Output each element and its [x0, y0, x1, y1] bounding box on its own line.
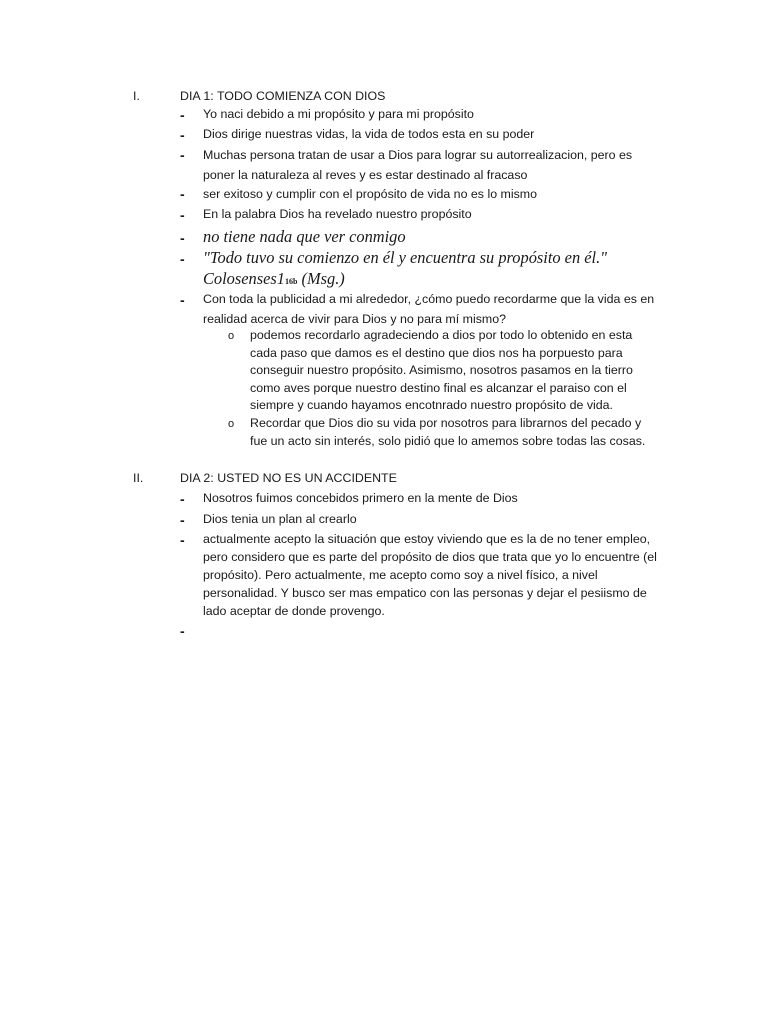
- quote-ref-small: 16b: [284, 277, 298, 286]
- bullet-dash: -: [180, 532, 185, 548]
- bullet-dash: -: [180, 491, 185, 507]
- list-item-italic: no tiene nada que ver conmigo: [203, 227, 406, 246]
- section-1-title: DIA 1: TODO COMIENZA CON DIOS: [180, 89, 386, 103]
- list-item: Dios tenia un plan al crearlo: [203, 512, 357, 526]
- quote-suffix: (Msg.): [297, 269, 345, 288]
- bullet-dash: -: [180, 512, 185, 528]
- section-1-numeral: I.: [133, 89, 140, 103]
- bullet-dash: -: [180, 186, 185, 202]
- list-item: Yo naci debido a mi propósito y para mi propósito: [203, 107, 474, 121]
- bullet-dash: -: [180, 292, 185, 308]
- list-item: actualmente acepto la situación que estoy viviendo que es la de no tener empleo, pero considero que es parte del propósito de dios que trata que yo lo encuentre (el propósito). Pero actualmente, me acepto como soy a nivel físico, a nivel personalidad. Y busco ser mas empatico con las personas y dejar el pesiismo de lado aceptar de donde provengo.: [203, 532, 657, 618]
- bullet-dash: -: [180, 107, 185, 123]
- list-item: Con toda la publicidad a mi alrededor, ¿cómo puedo recordarme que la vida es en realidad acerca de vivir para Dios y no para mí mismo?: [203, 292, 655, 326]
- bullet-dash: -: [180, 251, 185, 267]
- list-item: Muchas persona tratan de usar a Dios para lograr su autorrealizacion, pero es poner la naturaleza al reves y es estar destinado al fracaso: [203, 148, 633, 182]
- sub-list-item: Recordar que Dios dio su vida por nosotros para librarnos del pecado y fue un acto sin interés, solo pidió que lo amemos sobre todas las cosas.: [250, 416, 646, 448]
- bullet-dash: -: [180, 127, 185, 143]
- sub-bullet-marker: o: [228, 418, 235, 430]
- quote-item: [203, 247, 643, 292]
- quote-text: "Todo tuvo su comienzo en él y encuentra su propósito en él." Colosenses1: [203, 248, 608, 288]
- sub-bullet-marker: o: [228, 330, 235, 342]
- list-item: Dios dirige nuestras vidas, la vida de todos esta en su poder: [203, 127, 535, 141]
- bullet-dash: -: [180, 230, 185, 246]
- list-item: ser exitoso y cumplir con el propósito de vida no es lo mismo: [203, 187, 538, 201]
- bullet-dash: -: [180, 207, 185, 223]
- bullet-dash: -: [180, 147, 185, 163]
- bullet-dash: -: [180, 623, 185, 639]
- sub-list-item: podemos recordarlo agradeciendo a dios por todo lo obtenido en esta cada paso que damos es el destino que dios nos ha porpuesto para conseguir nuestro propósito. Asimismo, nosotros pasamos en la tierro como aves porque nuestro destino final es alcanzar el paraiso con el siempre y cuando hayamos encotnrado nuestro propósito de vida.: [250, 328, 633, 412]
- list-item: En la palabra Dios ha revelado nuestro propósito: [203, 207, 472, 221]
- list-item: Nosotros fuimos concebidos primero en la mente de Dios: [203, 491, 518, 505]
- section-2-title: DIA 2: USTED NO ES UN ACCIDENTE: [180, 471, 397, 485]
- section-2-numeral: II.: [133, 471, 144, 485]
